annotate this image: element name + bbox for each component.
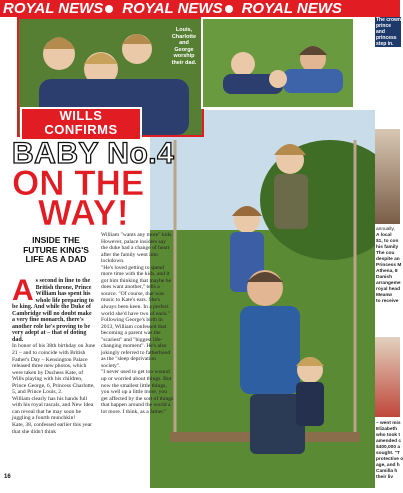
banner-text: ROYAL NEWS — [241, 0, 342, 17]
banner-text: ROYAL NEWS — [3, 0, 104, 17]
sidebar-line: amended c — [376, 439, 402, 444]
sidebar-line: step in. — [376, 41, 394, 47]
adjacent-article-strip — [375, 17, 403, 488]
sidebar-line: – went mis — [376, 421, 401, 426]
wills-confirms-label — [20, 107, 142, 141]
sidebar-line: sought. "T — [376, 451, 400, 456]
headline-line-3: WAY! — [38, 192, 129, 233]
sidebar-line: who took t — [376, 433, 400, 438]
page-number: 16 — [4, 474, 11, 480]
sidebar-line: prince and — [376, 23, 392, 35]
drop-cap: A — [12, 274, 34, 307]
banner-text: ROYAL NEWS — [122, 0, 223, 17]
sidebar-photo — [375, 337, 400, 417]
article-paragraph: "I never used to get too wound up or worried about things. But now the smallest little things, you well up a little more, you get affected by the sort of things that happen around the world a lot more. I think, as a father." — [101, 369, 174, 415]
main-photo-swing — [150, 110, 375, 488]
article-paragraph: "He's loved getting to spend more time with the kids, and it got him thinking that maybe he does want another," tells a source. "Of course, that was music to Kate's ears. She's always been keen. In a perfect world she'd have two of each." — [101, 264, 172, 317]
sidebar-line: Meanw — [376, 293, 392, 298]
sidebar-bottom-text — [376, 421, 403, 481]
sidebar-line: Athena, 8 — [376, 269, 398, 274]
inset-photo-lawn-play — [201, 17, 355, 109]
sidebar-line: despite an — [376, 257, 400, 262]
headline-line-2: ON THE — [12, 164, 145, 203]
sidebar-line: annually, — [376, 227, 395, 232]
article-paragraph: William clearly has his hands full with his royal rascals, and New Idea can reveal that he may soon be juggling a fourth munchkin! — [12, 395, 94, 422]
sidebar-line: The cou — [376, 251, 395, 256]
sidebar-photo — [375, 129, 400, 224]
sidebar-line: to receive — [376, 299, 399, 304]
sidebar-mid-text — [376, 227, 400, 305]
article-paragraph: William "wants any more" kids. However, palace insiders say the duke had a change of heart after the family went into lockdown. — [101, 232, 173, 265]
sidebar-line: $400,000 a — [376, 445, 401, 450]
sidebar-line: Princess M — [376, 263, 402, 268]
inset-photo-illustration — [203, 19, 353, 107]
sidebar-caption-box — [375, 17, 401, 47]
sidebar-line: The crown — [376, 17, 402, 23]
sidebar-line: Elizabeth — [376, 427, 398, 432]
sidebar-line: princess — [376, 35, 397, 41]
sidebar-line: Danish — [376, 275, 392, 280]
label-line: CONFIRMS — [44, 122, 118, 137]
sidebar-line: $1, to con — [376, 239, 399, 244]
sidebar-line: A local — [376, 233, 392, 238]
article-lead: s second in line to the British throne, Prince William has spent his whole life preparing to be king. And while the Duke of Cambridge will no doubt make a very fine monarch, there's another role he's proving to be very adept at – that of doting dad. — [12, 278, 94, 343]
sidebar-line: protective o — [376, 457, 403, 462]
headline-line-1: BABY No.4 — [12, 137, 175, 170]
main-photo-illustration — [150, 110, 375, 488]
dot-icon — [105, 5, 113, 13]
article-paragraph: In honor of his 38th birthday on June 21 – and to coincide with British Father's Day – Kensington Palace released three new photos, which were taken by Duchess Kate, of Wills playing with his children, Prince George, 6, Princess Charlotte, 5, and Prince Louis, 2. — [12, 343, 96, 396]
sidebar-line: Camilla h — [376, 469, 398, 474]
sidebar-line: their liv — [376, 475, 394, 480]
article-column-1 — [12, 274, 96, 435]
sidebar-line: arrangeme — [376, 281, 401, 286]
article-column-2 — [101, 232, 174, 415]
article-paragraph: Kate, 38, confessed earlier this year that she didn't think — [12, 422, 92, 435]
sidebar-line: royal head — [376, 287, 400, 292]
sidebar-line: age, and h — [376, 463, 400, 468]
royal-news-banner — [0, 0, 400, 17]
label-line: WILLS — [59, 108, 103, 123]
dot-icon — [225, 5, 233, 13]
inset-caption: Louis, Charlotte and George worship their dad. — [171, 27, 197, 66]
sidebar-line: his family — [376, 245, 399, 250]
article-paragraph: Following George's birth in 2013, William confessed that becoming a parent was the "scariest" and "biggest life-changing moment". He's also jokingly referred to fatherhood as the "sleep deprivation society". — [101, 317, 171, 369]
article-subhead: INSIDE THE FUTURE KING'S LIFE AS A DAD — [23, 235, 89, 264]
